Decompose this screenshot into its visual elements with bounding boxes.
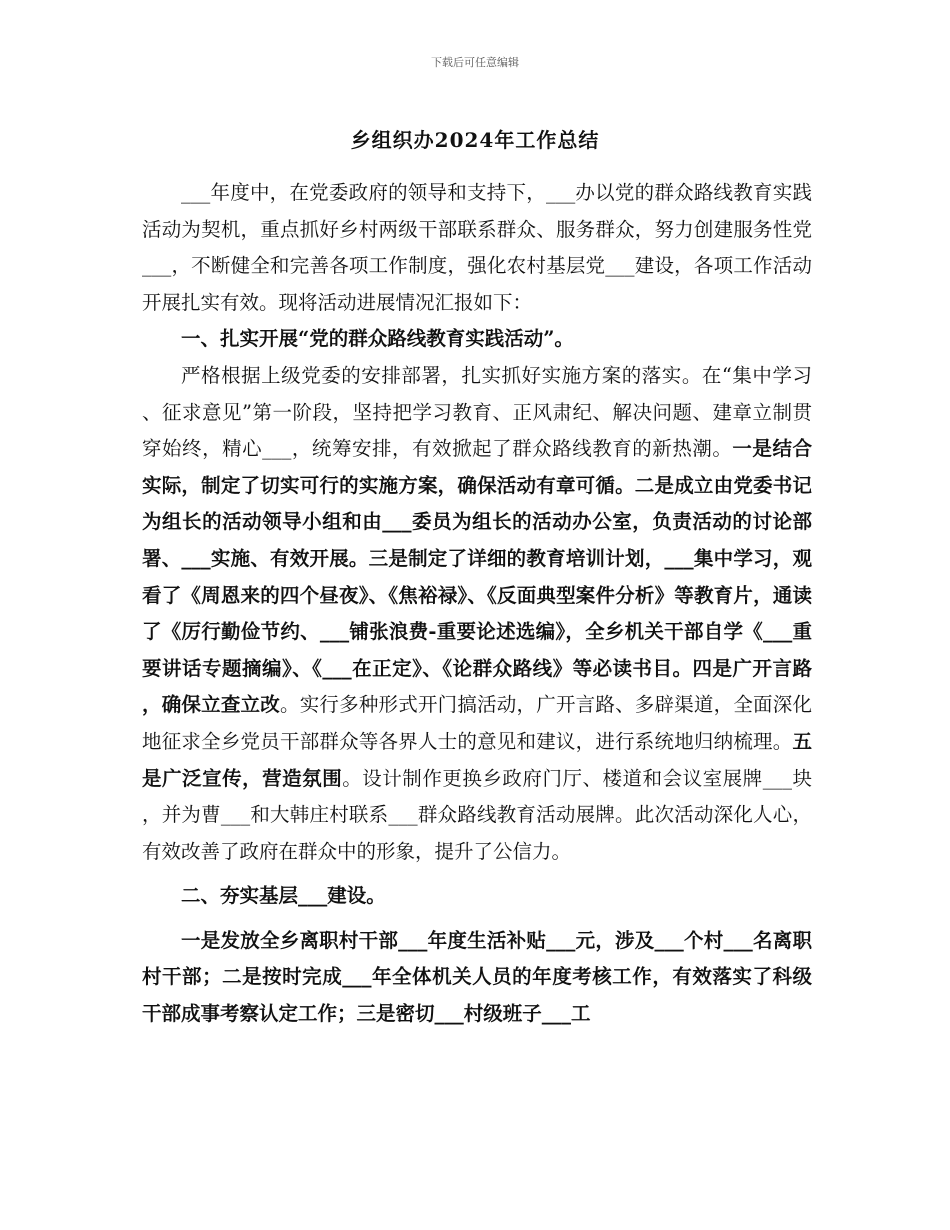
s1-bold-run-4: 五是广泛宣传，营造氛围 — [142, 729, 812, 790]
intro-paragraph: ___年度中，在党委政府的领导和支持下，___办以党的群众路线教育实践活动为契机，重点抓好乡村两级干部联系群众、服务群众，努力创建服务性党___，不断健全和完善各项工作制度，强化农村基层党___建设，各项工作活动开展扎实有效。现将活动进展情况汇报如下： — [142, 181, 812, 314]
section-2-heading: 二、夯实基层___建设。 — [181, 884, 386, 908]
s1-text-run-1: 严格根据上级党委的安排部署，扎实抓好实施方案的落实。在“集中学习、征求意见”第一阶段，坚持把学习教育、正风肃纪、解决问题、建章立制贯穿始终，精心___，统筹安排，有效掀起了群众路线教育的新热潮。 — [142, 363, 812, 461]
section-1-paragraph — [142, 358, 812, 870]
section-1-heading: 一、扎实开展“党的群众路线教育实践活动”。 — [181, 327, 574, 351]
s1-text-run-5: 。设计制作更换乡政府门厅、楼道和会议室展牌___块，并为曹___和大韩庄村联系___群众路线教育活动展牌。此次活动深化人心，有效改善了政府在群众中的形象，提升了公信力。 — [142, 766, 812, 863]
download-note: 下载后可任意编辑 — [431, 56, 519, 69]
section-2-paragraph: 一是发放全乡离职村干部___年度生活补贴___元，涉及___个村___名离职村干部；二是按时完成___年全体机关人员的年度考核工作，有效落实了科级干部成事考察认定工作；三是密切___村级班子___工 — [142, 928, 812, 1026]
page-title: 乡组织办2024年工作总结 — [350, 128, 600, 152]
document-body — [142, 175, 812, 1033]
s1-text-run-3: 。实行多种形式开门搞活动，广开言路、多辟渠道，全面深化地征求全乡党员干部群众等各界人士的意见和建议，进行系统地归纳梳理。 — [142, 693, 812, 753]
s1-bold-run-2: 一是结合实际，制定了切实可行的实施方案，确保活动有章可循。二是成立由党委书记为组长的活动领导小组和由___委员为组长的活动办公室，负责活动的讨论部署、___实施、有效开展。三是制定了详细的教育培训计划，___集中学习，观看了《周恩来的四个昼夜》、《焦裕禄》、《反面典型案件分析》等教育片，通读了《厉行勤俭节约、___铺张浪费-重要论述选编》，全乡机关干部自学《___重要讲话专题摘编》、《___在正定》、《论群众路线》等必读书目。四是广开言路，确保立查立改 — [142, 437, 812, 717]
